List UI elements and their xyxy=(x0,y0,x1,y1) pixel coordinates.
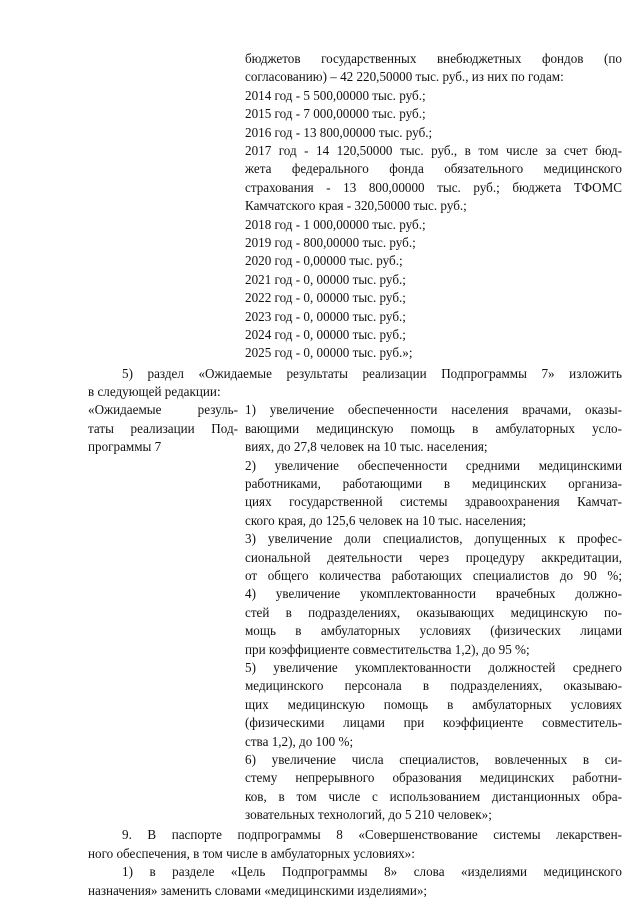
budget-line: жета федерального фонда обязательного медицинского xyxy=(245,161,622,177)
table-right-line: сиональной деятельности через процедуру аккредитации, xyxy=(245,549,622,565)
table-right-line: 2) увеличение обеспеченности средними медицинскими xyxy=(245,457,622,473)
item-9-1-line: назначения» заменить словами «медицинскими изделиями»; xyxy=(88,882,428,898)
budget-line: 2017 год - 14 120,50000 тыс. руб., в том числе за счет бюд- xyxy=(245,142,622,158)
budget-line: 2016 год - 13 800,00000 тыс. руб.; xyxy=(245,124,433,140)
table-right-line: щих медицинскую помощь в амбулаторных условиях xyxy=(245,696,622,712)
table-right-line: 1) увеличение обеспеченности населения врачами, оказы- xyxy=(245,402,622,418)
budget-line: Камчатского края - 320,50000 тыс. руб.; xyxy=(245,198,467,214)
item-9-1-line: 1) в разделе «Цель Подпрограммы 8» слова «изделиями медицинского xyxy=(122,864,622,880)
budget-line: бюджетов государственных внебюджетных фондов (по xyxy=(245,51,622,66)
table-right-line: от общего количества работающих специалистов до 90 %; xyxy=(245,567,622,583)
budget-line: 2021 год - 0, 00000 тыс. руб.; xyxy=(245,271,406,287)
item-5-line: в следующей редакции: xyxy=(88,384,221,400)
budget-line: 2025 год - 0, 00000 тыс. руб.»; xyxy=(245,345,413,361)
table-right-line: циях государственной системы здравоохранения Камчат- xyxy=(245,494,622,510)
table-right-line: 4) увеличение укомплектованности врачебных должно- xyxy=(245,586,622,602)
table-right-line: вающими медицинскую помощь в амбулаторных усло- xyxy=(245,420,622,436)
table-right-line: ства 1,2), до 100 %; xyxy=(245,733,354,749)
table-right-line: 5) увеличение укомплектованности должностей среднего xyxy=(245,659,622,675)
table-right-line: (физическими лицами при коэффициенте совместитель- xyxy=(245,715,622,731)
budget-line: 2014 год - 5 500,00000 тыс. руб.; xyxy=(245,87,426,103)
item-9-line: 9. В паспорте подпрограммы 8 «Совершенствование системы лекарствен- xyxy=(122,827,622,843)
table-right-line: зовательных технологий, до 5 210 человек»; xyxy=(245,807,492,823)
table-right-line: мощь в амбулаторных условиях (физических лицами xyxy=(245,623,622,639)
table-right-line: медицинского персонала в подразделениях, оказываю- xyxy=(245,678,622,694)
table-right-line: 6) увеличение числа специалистов, вовлеченных в си- xyxy=(245,751,622,767)
item-5-line: 5) раздел «Ожидаемые результаты реализации Подпрограммы 7» изложить xyxy=(122,365,622,381)
budget-line: 2022 год - 0, 00000 тыс. руб.; xyxy=(245,290,406,306)
budget-line: согласованию) – 42 220,50000 тыс. руб., из них по годам: xyxy=(245,69,564,85)
table-right-line: ского края, до 125,6 человек на 10 тыс. населения; xyxy=(245,512,527,528)
table-right-line: при коэффициенте совместительства 1,2), до 95 %; xyxy=(245,641,530,657)
budget-line: 2019 год - 800,00000 тыс. руб.; xyxy=(245,234,416,250)
budget-line: 2018 год - 1 000,00000 тыс. руб.; xyxy=(245,216,426,232)
budget-line: 2020 год - 0,00000 тыс. руб.; xyxy=(245,253,403,269)
budget-line: 2015 год - 7 000,00000 тыс. руб.; xyxy=(245,106,426,122)
table-left-line: «Ожидаемые резуль- xyxy=(88,402,238,418)
table-right-line: стему непрерывного образования медицинских работни- xyxy=(245,770,622,786)
budget-line: страхования - 13 800,00000 тыс. руб.; бюджета ТФОМС xyxy=(245,179,622,195)
table-right-line: стей в подразделениях, оказывающих медицинскую по- xyxy=(245,604,622,620)
table-left-line: таты реализации Под- xyxy=(88,420,238,436)
table-right-line: ков, в том числе с использованием дистанционных обра- xyxy=(245,788,622,804)
budget-line: 2023 год - 0, 00000 тыс. руб.; xyxy=(245,308,406,324)
table-right-line: 3) увеличение доли специалистов, допущенных к профес- xyxy=(245,531,622,547)
budget-line: 2024 год - 0, 00000 тыс. руб.; xyxy=(245,326,406,342)
table-left-line: программы 7 xyxy=(88,439,162,455)
table-right-line: виях, до 27,8 человек на 10 тыс. населения; xyxy=(245,439,488,455)
table-right-line: работниками, работающими в медицинских организа- xyxy=(245,476,622,491)
item-9-line: ного обеспечения, в том числе в амбулаторных условиях»: xyxy=(88,845,415,861)
